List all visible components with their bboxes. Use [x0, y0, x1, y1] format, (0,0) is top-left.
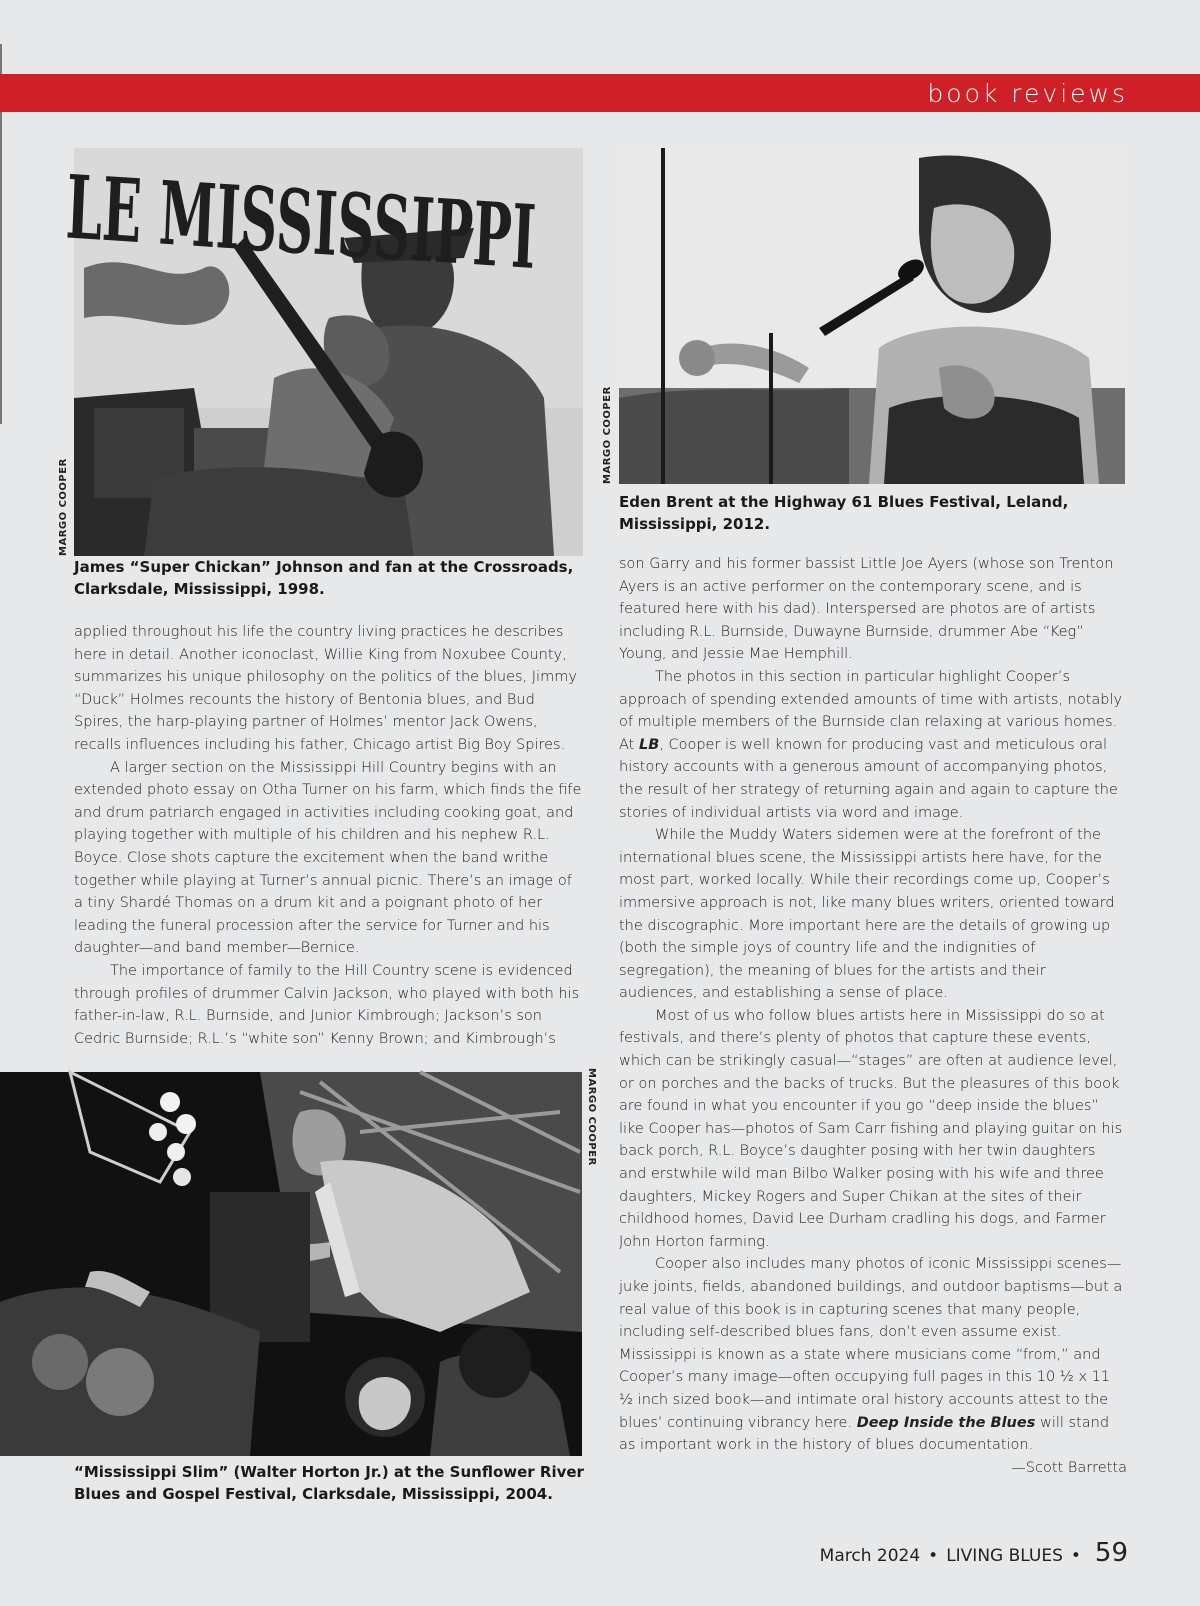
section-header-bar — [0, 74, 1200, 112]
page-footer — [820, 1538, 1128, 1568]
right-column-text — [619, 553, 1127, 1479]
right-paragraph-1: son Garry and his former bassist Little Joe Ayers (whose son Trenton Ayers is an active performer on the contemporary scene, and is featured here with his dad). Interspersed are photos are of artists including R.L. Burnside, Duwayne Burnside, drummer Abe “Keg” Young, and Jessie Mae Hemphill. — [619, 556, 1114, 663]
photo-credit-eden-brent: MARGO COOPER — [602, 386, 613, 484]
right-paragraph-5 — [619, 1253, 1127, 1456]
page-number: 59 — [1094, 1538, 1128, 1568]
left-paragraph-2: A larger section on the Mississippi Hill Country begins with an extended photo essay on Otha Turner on his farm, which finds the fife and drum patriarch engaged in activities including cooking goat, and playing together with multiple of his children and his nephew R.L. Boyce. Close shots capture the excitement when the band writhe together while playing at Turner’s annual picnic. There’s an image of a tiny Shardé Thomas on a drum kit and a poignant photo of her leading the funeral procession after the service for Turner and his daughter—and band member—Bernice. — [74, 759, 582, 957]
photo-credit-mississippi-slim: MARGO COOPER — [586, 1068, 597, 1166]
photo-eden-brent — [619, 148, 1125, 484]
footer-magazine: LIVING BLUES — [946, 1546, 1063, 1566]
book-title: Deep Inside the Blues — [856, 1414, 1036, 1431]
top-margin — [0, 0, 1200, 74]
photo-mississippi-slim — [0, 1072, 582, 1456]
photo-eden-brent-image — [619, 148, 1125, 484]
lb-abbreviation: LB — [638, 736, 660, 753]
right-paragraph-2-a: The photos in this section in particular highlight Cooper’s approach of spending extended amounts of time with artists, notably of multiple members of the Burnside clan relaxing at various homes. At — [619, 668, 1123, 753]
section-label: book reviews — [927, 79, 1128, 108]
footer-separator-2: • — [1070, 1546, 1081, 1566]
right-paragraph-3: While the Muddy Waters sidemen were at the forefront of the international blues scene, the Mississippi artists here have, for the most part, worked locally. While their recordings come up, Cooper’s immersive approach is not, like many blues writers, oriented toward the discographic. More important here are the details of growing up (both the simple joys of country life and the indignities of segregation), the meaning of blues for the artists and their audiences, and establishing a sense of place. — [619, 827, 1115, 1002]
right-paragraph-5-a: Cooper also includes many photos of iconic Mississippi scenes—juke joints, fields, abandoned buildings, and outdoor baptisms—but a real value of this book is in capturing scenes that many people, including self-described blues fans, don’t even assume exist. Mississippi is known as a state where musicians come “from,” and Cooper’s many image—often occupying full pages in this 10 ½ x 11 ½ inch sized book—and intimate oral history accounts attest to the blues’ continuing vibrancy here. — [619, 1256, 1123, 1431]
left-column-text — [74, 621, 582, 1050]
review-signature: —Scott Barretta — [1011, 1459, 1127, 1476]
left-paragraph-3: The importance of family to the Hill Country scene is evidenced through profiles of drummer Calvin Jackson, who played with both his father-in-law, R.L. Burnside, and Junior Kimbrough; Jackson’s son Cedric Burnside; R.L.’s “white son” Kenny Brown; and Kimbrough’s — [74, 962, 580, 1047]
right-paragraph-2-b: , Cooper is well known for producing vast and meticulous oral history accounts with a generous amount of accompanying photos, the result of her strategy of returning again and again to capture the stories of individual artists via word and image. — [619, 736, 1118, 821]
right-paragraph-4: Most of us who follow blues artists here in Mississippi do so at festivals, and there’s plenty of photos that capture these events, which can be strikingly casual—“stages” are often at audience level, or on porches and the backs of trucks. But the pleasures of this book are found in what you encounter if you go “deep inside the blues” like Cooper has—photos of Sam Carr fishing and playing guitar on his back porch, R.L. Boyce’s daughter posing with her twin daughters and erstwhile wild man Bilbo Walker posing with his wife and three daughters, Mickey Rogers and Super Chikan at the sites of their childhood homes, David Lee Durham cradling his dogs, and Farmer John Horton farming. — [619, 1007, 1123, 1250]
photo-credit-super-chickan: MARGO COOPER — [58, 458, 69, 556]
caption-mississippi-slim: “Mississippi Slim” (Walter Horton Jr.) at the Sunflower River Blues and Gospel Festival, Clarksdale, Mississippi, 2004. — [74, 1463, 584, 1503]
caption-super-chickan: James “Super Chickan” Johnson and fan at the Crossroads, Clarksdale, Mississippi, 1998. — [74, 558, 574, 598]
sign-lettering: LE MISSISSIPPI — [64, 155, 708, 301]
right-paragraph-5-b: will stand as important work in the history of blues documentation. — [619, 1414, 1110, 1454]
left-paragraph-1: applied throughout his life the country living practices he describes here in detail. Another iconoclast, Willie King from Noxubee County, summarizes his unique philosophy on the politics of the blues, Jimmy “Duck” Holmes recounts the history of Bentonia blues, and Bud Spires, the harp-playing partner of Holmes’ mentor Jack Owens, recalls influences including his father, Chicago artist Big Boy Spires. — [74, 624, 577, 753]
footer-separator-1: • — [928, 1546, 939, 1566]
caption-eden-brent: Eden Brent at the Highway 61 Blues Festival, Leland, Mississippi, 2012. — [619, 493, 1069, 533]
right-paragraph-2 — [619, 666, 1127, 824]
footer-date: March 2024 — [819, 1546, 921, 1566]
photo-mississippi-slim-image — [0, 1072, 582, 1456]
